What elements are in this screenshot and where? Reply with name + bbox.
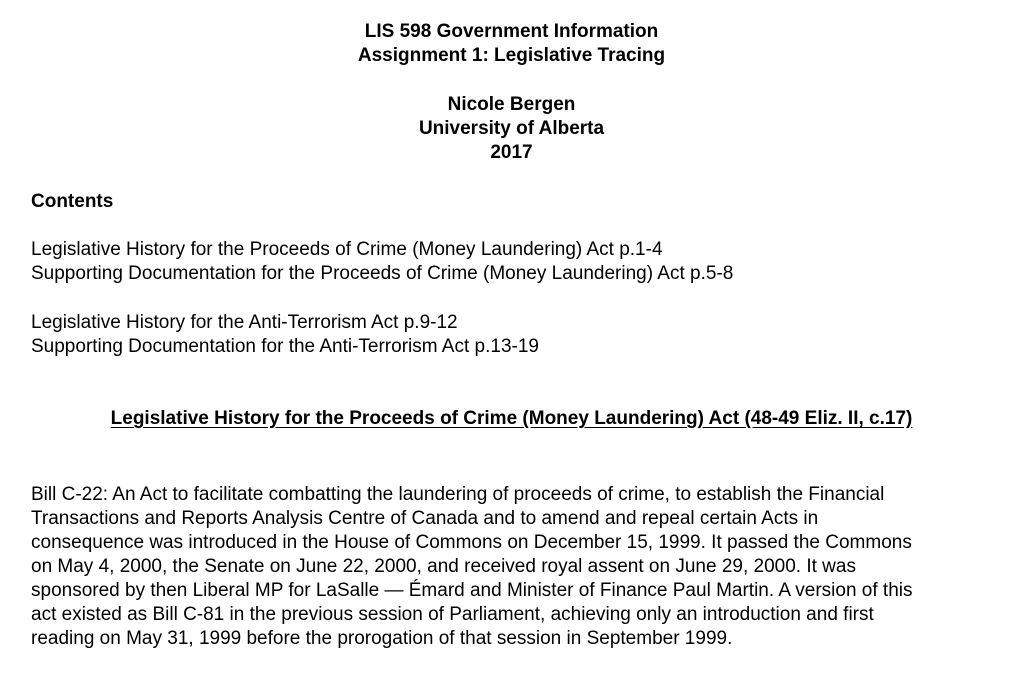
contents-group-2 (31, 311, 539, 359)
author-block (0, 93, 1023, 165)
contents-entry: Legislative History for the Anti-Terrorism Act p.9-12 (31, 312, 458, 333)
paragraph-line: reading on May 31, 1999 before the prorogation of that session in September 1999. (31, 628, 733, 649)
section-title (0, 407, 1023, 431)
title-block (0, 20, 1023, 68)
institution-name: University of Alberta (418, 118, 605, 139)
contents-group-1 (31, 238, 733, 286)
paragraph-line: Bill C-22: An Act to facilitate combatting the laundering of proceeds of crime, to establish the Financial (31, 484, 885, 505)
assignment-title: Assignment 1: Legislative Tracing (357, 45, 666, 66)
paragraph-line: consequence was introduced in the House of Commons on December 15, 1999. It passed the Commons (31, 532, 912, 553)
paragraph-line: Transactions and Reports Analysis Centre of Canada and to amend and repeal certain Acts in (31, 508, 819, 529)
body-paragraph (31, 483, 1001, 651)
course-title: LIS 598 Government Information (364, 21, 659, 42)
contents-entry: Supporting Documentation for the Anti-Terrorism Act p.13-19 (31, 336, 539, 357)
author-name: Nicole Bergen (447, 94, 576, 115)
contents-entry: Legislative History for the Proceeds of Crime (Money Laundering) Act p.1-4 (31, 239, 663, 260)
document-year: 2017 (490, 142, 533, 163)
paragraph-line: on May 4, 2000, the Senate on June 22, 2000, and received royal assent on June 29, 2000. It was (31, 556, 856, 577)
contents-heading: Contents (31, 191, 114, 212)
paragraph-line: sponsored by then Liberal MP for LaSalle — Émard and Minister of Finance Paul Martin. A version of this (31, 580, 913, 601)
paragraph-line: act existed as Bill C-81 in the previous session of Parliament, achieving only an introduction and first (31, 604, 874, 625)
contents-entry: Supporting Documentation for the Proceeds of Crime (Money Laundering) Act p.5-8 (31, 263, 734, 284)
section-title-text: Legislative History for the Proceeds of Crime (Money Laundering) Act (48-49 Eliz. II, c.17) (110, 408, 913, 429)
